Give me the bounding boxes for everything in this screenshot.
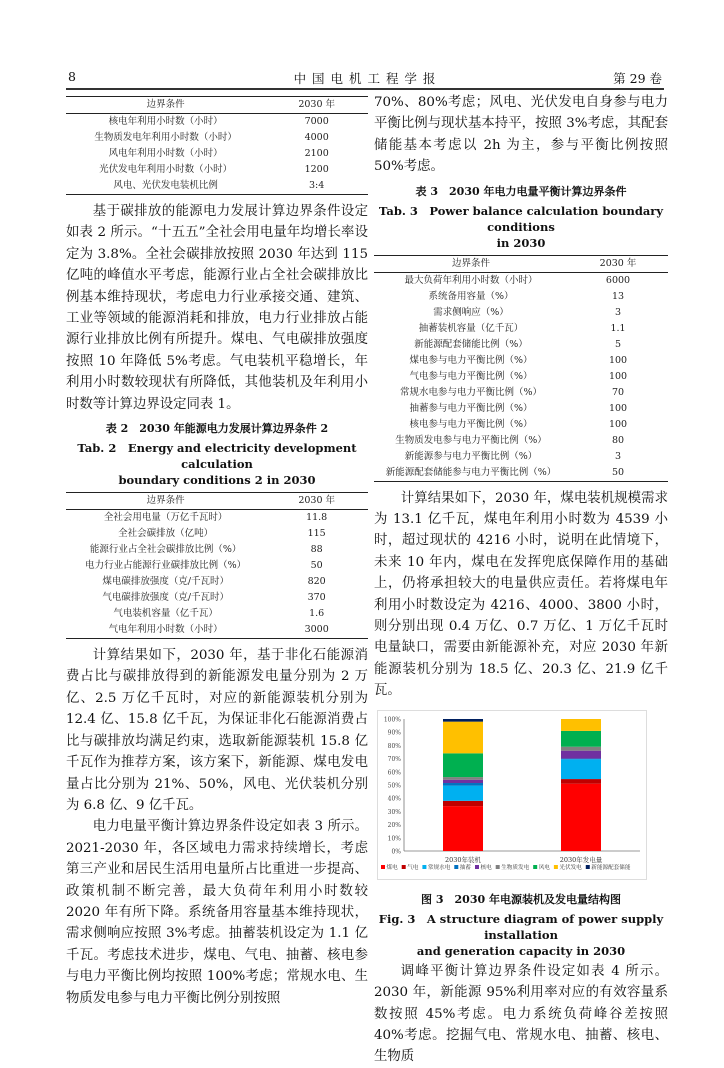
cell-condition: 核电参与电力平衡比例（%）: [409, 418, 533, 430]
table-row: [66, 114, 368, 131]
cell-condition: 气电参与电力平衡比例（%）: [409, 370, 533, 382]
cell-condition: 气电年利用小时数（小时）: [108, 624, 223, 636]
cell-value: 88: [310, 544, 323, 556]
legend-swatch: [475, 865, 479, 869]
legend-label: 生物质发电: [501, 864, 530, 871]
table-2: [66, 492, 368, 639]
cell-condition: 能源行业占全社会碳排放比例（%）: [89, 544, 242, 556]
table-row: [374, 385, 668, 401]
x-tick-label: 2030年发电量: [559, 855, 603, 864]
cell-value: 3000: [304, 624, 329, 636]
y-tick-label: 90%: [387, 729, 401, 737]
cell-condition: 常规水电参与电力平衡比例（%）: [400, 386, 543, 398]
paragraph-balance-ratios: 70%、80%考虑；风电、光伏发电自身参与电力平衡比例与现状基本持平，按照 3%考虑，其配套储能基本考虑以 2h 为主，参与平衡比例按照 50%考虑。: [374, 95, 668, 175]
bar-segment-1-6: [561, 731, 601, 747]
cell-condition: 边界条件: [66, 493, 265, 510]
legend-swatch: [554, 865, 558, 869]
table-1: [66, 96, 368, 195]
cell-condition: 生物质发电年利用小时数（小时）: [94, 132, 237, 143]
legend-label: 核电: [480, 864, 492, 871]
table-row: [66, 146, 368, 162]
cell-condition: 边界条件: [66, 97, 265, 114]
journal-title: 中 国 电 机 工 程 学 报: [293, 71, 437, 86]
cell-value: 80: [611, 434, 625, 446]
cell-value: 5: [615, 338, 622, 350]
cell-value: 100: [608, 402, 628, 414]
cell-condition: 全社会用电量（万亿千瓦时）: [103, 512, 228, 524]
cell-condition: 光伏发电年利用小时数（小时）: [99, 164, 233, 175]
cell-value: 100: [608, 370, 628, 382]
cell-condition: 生物质发电参与电力平衡比例（%）: [395, 434, 547, 446]
table-row: [374, 305, 668, 321]
y-tick-label: 100%: [383, 716, 401, 724]
cell-value: 11.8: [306, 512, 328, 524]
table-header-row: [66, 493, 368, 510]
cell-condition: 新能源配套储能参与电力平衡比例（%）: [385, 466, 557, 478]
cell-value: 1.1: [610, 322, 626, 334]
bar-segment-0-7: [443, 721, 483, 753]
cell-value: 50: [310, 560, 323, 572]
paragraph-boundary-conditions-2: 基于碳排放的能源电力发展计算边界条件设定如表 2 所示。“十五五”全社会用电量年均增长率设定为 3.8%。全社会碳排放按照 2030 年达到 115 亿吨的峰值水平考虑，能源行业占全社会碳排放比例基本维持现状，考虑电力行业承接交通、建筑、工业等领域的能源消耗和排放，电力行业排放占能源行业排放比例有所提升。煤电、气电碳排放强度按照 10 年降低 5%考虑。气电装机平稳增长，年利用小时数较现状有所降低，其他装机及年利用小时数等计算边界设定同表 1。: [66, 204, 368, 412]
table-3-caption-en-line-1: Tab. 3 Power balance calculation boundary conditions: [378, 203, 664, 234]
right-column: [374, 92, 668, 1068]
cell-condition: 抽蓄装机容量（亿千瓦）: [418, 322, 524, 334]
cell-value: 2030 年: [265, 493, 368, 510]
cell-value: 100: [608, 418, 628, 430]
bar-segment-1-1: [561, 779, 601, 784]
cell-value: 3:4: [309, 180, 325, 191]
bar-segment-1-7: [561, 719, 601, 731]
y-tick-label: 10%: [387, 834, 401, 842]
figure-3-caption-en-line-2: and generation capacity in 2030: [416, 943, 626, 958]
y-tick-label: 70%: [387, 755, 401, 763]
y-tick-label: 60%: [387, 768, 401, 776]
cell-value: 3: [615, 450, 622, 462]
cell-value: 100: [608, 354, 628, 366]
table-row: [374, 337, 668, 353]
cell-condition: 系统备用容量（%）: [428, 290, 514, 302]
bar-segment-1-3: [561, 758, 601, 759]
paragraph-calculation-results-1: 计算结果如下，2030 年，基于非化石能源消费占比与碳排放得到的新能源发电量分别为 2 万亿、2.5 万亿千瓦时，对应的新能源装机分别为 12.4 亿、15.8 亿千瓦，为保证非化石能源消费占比与碳排放均满足约束，选取新能源装机 15.8 亿千瓦作为推荐方案，该方案下，新能源、煤电发电量占比分别为 21%、50%，风电、光伏装机分别为 6.8 亿、9 亿千瓦。: [66, 648, 368, 813]
header-rule: [66, 88, 664, 90]
legend-swatch: [496, 865, 500, 869]
cell-condition: 最大负荷年利用小时数（小时）: [404, 274, 538, 286]
table-row: [66, 558, 368, 574]
cell-value: 1.6: [309, 608, 325, 620]
table-row: [374, 417, 668, 433]
bar-segment-1-4: [561, 750, 601, 758]
figure-3-caption-cn: 图 3 2030 年电源装机及发电量结构图: [421, 892, 621, 906]
y-tick-label: 0%: [391, 848, 401, 856]
table-row: [66, 178, 368, 195]
legend-swatch: [402, 865, 406, 869]
cell-condition: 抽蓄参与电力平衡比例（%）: [409, 402, 533, 414]
bar-segment-1-5: [561, 746, 601, 750]
table-row: [66, 574, 368, 590]
bar-segment-0-2: [443, 785, 483, 800]
y-tick-label: 40%: [387, 795, 401, 803]
bar-segment-0-1: [443, 801, 483, 806]
legend-label: 光伏发电: [559, 864, 582, 871]
bar-segment-0-5: [443, 777, 483, 780]
bar-segment-0-8: [443, 719, 483, 722]
cell-condition: 风电、光伏发电装机比例: [113, 180, 218, 191]
legend-swatch: [381, 865, 385, 869]
cell-value: 115: [307, 528, 326, 540]
stacked-bar-chart: [378, 711, 646, 879]
table-header-row: [374, 255, 668, 272]
cell-value: 2030 年: [568, 255, 668, 272]
y-tick-label: 80%: [387, 742, 401, 750]
table-row: [66, 162, 368, 178]
figure-3-caption-en-line-1: Fig. 3 A structure diagram of power supply installation: [378, 911, 664, 942]
cell-condition: 边界条件: [374, 255, 568, 272]
legend-label: 气电: [407, 864, 419, 871]
bar-segment-0-6: [443, 753, 483, 777]
table-row: [374, 272, 668, 289]
paragraph-power-balance-conditions: 电力电量平衡计算边界条件设定如表 3 所示。2021-2030 年，各区域电力需求持续增长，考虑第三产业和居民生活用电量所占比重进一步提高、政策机制不断完善，最大负荷年利用小时数较 2020 年有所下降。系统备用容量基本维持现状，需求侧响应按照 3%考虑。抽蓄装机设定为 1.1 亿千瓦。考虑技术进步，煤电、气电、抽蓄、核电参与电力平衡比例均按照 100%考虑；常规水电、生物质发电参与电力平衡比例分别按照: [66, 819, 368, 1006]
table-row: [374, 401, 668, 417]
figure-3-chart: [377, 710, 647, 880]
table-row: [374, 465, 668, 482]
table-row: [66, 542, 368, 558]
table-3: [374, 255, 668, 482]
cell-value: 2030 年: [265, 97, 368, 114]
volume-label: 第 29 卷: [613, 71, 662, 86]
legend-label: 风电: [538, 864, 550, 871]
table-row: [374, 289, 668, 305]
y-tick-label: 30%: [387, 808, 401, 816]
legend-label: 煤电: [386, 864, 398, 871]
legend-label: 抽蓄: [459, 864, 471, 871]
table-row: [374, 321, 668, 337]
bar-segment-0-0: [443, 806, 483, 851]
y-tick-label: 20%: [387, 821, 401, 829]
cell-value: 4000: [304, 132, 329, 143]
cell-condition: 气电碳排放强度（克/千瓦时）: [102, 592, 230, 604]
cell-value: 70: [611, 386, 625, 398]
cell-value: 1200: [304, 164, 329, 175]
table-3-caption-cn: 表 3 2030 年电力电量平衡计算边界条件: [415, 184, 627, 198]
table-3-caption-en: [374, 203, 668, 251]
cell-value: 6000: [605, 274, 631, 286]
table-row: [66, 130, 368, 146]
table-row: [374, 369, 668, 385]
figure-3-caption-en: [374, 911, 668, 959]
cell-value: 7000: [304, 116, 329, 127]
cell-condition: 全社会碳排放（亿吨）: [118, 528, 214, 540]
x-tick-label: 2030年装机: [444, 855, 482, 864]
legend-label: 常规水电: [427, 864, 451, 871]
cell-value: 3: [615, 306, 622, 318]
legend-swatch: [586, 865, 590, 869]
table-row: [66, 622, 368, 639]
bar-segment-0-4: [443, 779, 483, 782]
cell-condition: 需求侧响应（%）: [433, 306, 509, 318]
bar-segment-0-3: [443, 783, 483, 786]
cell-value: 820: [307, 576, 326, 588]
table-row: [374, 449, 668, 465]
paragraph-peak-regulation-conditions: 调峰平衡计算边界条件设定如表 4 所示。2030 年，新能源 95%利用率对应的有效容量系数按照 45%考虑。电力系统负荷峰谷差按照 40%考虑。挖掘气电、常规水电、抽蓄、核电、生物质: [374, 963, 668, 1065]
paragraph-calculation-results-2: 计算结果如下，2030 年，煤电装机规模需求为 13.1 亿千瓦，煤电年利用小时数为 4539 小时，超过现状的 4216 小时，说明在此情境下，未来 10 年内，煤电在发挥兜底保障作用的基础上，仍将承担较大的电量供应责任。若将煤电年利用小时数设定为 4216、4000、3800 小时，则分别出现 0.4 万亿、0.7 万亿、1 万亿千瓦时电量缺口，需要由新能源补充，对应 2030 年新能源装机分别为 18.5 亿、20.3 亿、21.9 亿千瓦。: [374, 490, 668, 699]
left-column: [66, 92, 368, 1009]
cell-condition: 电力行业占能源行业碳排放比例（%）: [85, 560, 247, 572]
table-2-caption-en: [66, 440, 368, 488]
table-2-caption-en-line-2: boundary conditions 2 in 2030: [118, 473, 316, 488]
cell-value: 2100: [304, 148, 329, 159]
legend-label: 新能源配套储能: [591, 864, 631, 871]
table-3-caption-en-line-2: in 2030: [496, 235, 546, 250]
bar-segment-1-2: [561, 759, 601, 779]
bar-segment-1-0: [561, 783, 601, 850]
cell-condition: 气电装机容量（亿千瓦）: [113, 608, 218, 620]
cell-value: 370: [307, 592, 326, 604]
table-row: [374, 353, 668, 369]
y-tick-label: 50%: [387, 782, 401, 790]
cell-value: 13: [611, 290, 625, 302]
table-row: [66, 526, 368, 542]
cell-condition: 新能源配套储能比例（%）: [414, 338, 528, 350]
table-row: [66, 590, 368, 606]
legend-swatch: [454, 865, 458, 869]
cell-condition: 煤电碳排放强度（克/千瓦时）: [102, 576, 230, 588]
table-row: [374, 433, 668, 449]
table-2-caption-cn: 表 2 2030 年能源电力发展计算边界条件 2: [105, 422, 329, 436]
legend-swatch: [422, 865, 426, 869]
cell-condition: 核电年利用小时数（小时）: [108, 116, 223, 127]
table-header-row: [66, 97, 368, 114]
legend-swatch: [533, 865, 537, 869]
cell-value: 50: [611, 466, 625, 478]
page-number: 8: [68, 69, 76, 84]
table-2-caption-en-line-1: Tab. 2 Energy and electricity development calculation: [77, 441, 357, 472]
cell-condition: 煤电参与电力平衡比例（%）: [409, 354, 533, 366]
cell-condition: 新能源参与电力平衡比例（%）: [404, 450, 538, 462]
cell-condition: 风电年利用小时数（小时）: [108, 148, 223, 159]
table-row: [66, 606, 368, 622]
table-row: [66, 510, 368, 527]
